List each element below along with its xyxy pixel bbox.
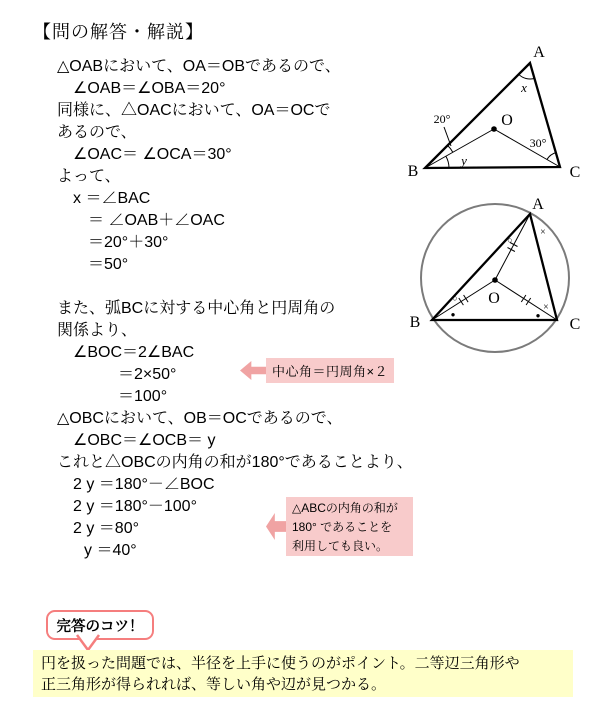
solution-line: ＝50°: [88, 256, 129, 273]
solution-line: あるので、: [57, 124, 137, 141]
vertex-label-b: B: [407, 163, 419, 180]
callout-central-angle-text: 中心角＝円周角×２: [271, 364, 389, 379]
point-o: [491, 126, 497, 132]
angle-label-y: y: [461, 153, 467, 168]
solution-line: △OABにおいて、OA＝OBであるので、: [57, 58, 341, 75]
angle-mark-dot: ●: [535, 311, 541, 320]
solution-line: ∠OAB＝∠OBA＝20°: [73, 80, 226, 97]
angle-arc-by: [446, 156, 449, 168]
center-label-o: O: [488, 290, 500, 307]
center-label-o: O: [501, 112, 513, 129]
circle-diagram: [405, 195, 590, 365]
solution-line: ＝ ∠OAB＋∠OAC: [88, 212, 225, 229]
vertex-label-b: B: [409, 314, 421, 331]
vertex-label-a: A: [533, 44, 545, 61]
angle-mark-dot: ●: [450, 310, 456, 319]
solution-line: これと△OBCの内角の和が180°であることより、: [57, 454, 413, 471]
solution-line: 関係より、: [57, 322, 138, 339]
solution-line: 同様に、△OACにおいて、OA＝OCで: [57, 102, 331, 119]
tip-heading: 完答のコツ！: [56, 618, 144, 635]
solution-line: ∠BOC＝2∠BAC: [73, 344, 195, 361]
point-o: [492, 277, 498, 283]
angle-mark-cross: ×: [540, 227, 546, 238]
callout-central-angle: [266, 358, 394, 383]
solution-line: x ＝∠BAC: [73, 190, 151, 207]
solution-line: ＝2×50°: [118, 366, 177, 383]
solution-line: ＝20°＋30°: [88, 234, 169, 251]
angle-mark-ring: ○: [507, 235, 513, 245]
angle-label-30: 30°: [529, 136, 547, 150]
callout-triangle-sum-line: 180° であることを: [292, 520, 393, 534]
angle-label-x: x: [521, 80, 527, 95]
solution-line: 2 y ＝80°: [73, 520, 139, 537]
angle-arc-c30: [547, 153, 556, 160]
tip-line: 円を扱った問題では、半径を上手に使うのがポイント。二等辺三角形や: [41, 655, 520, 672]
callout-triangle-sum: [286, 497, 413, 556]
vertex-label-a: A: [532, 196, 544, 213]
vertex-label-c: C: [569, 316, 581, 333]
label-leader-line: [444, 127, 451, 146]
angle-mark-ring: ○: [452, 293, 458, 303]
page-title: 【問の解答・解説】: [33, 22, 204, 42]
solution-line: ∠OBC＝∠OCB＝ y: [73, 432, 216, 449]
tip-line: 正三角形が得られれば、等しい角や辺が見つかる。: [41, 676, 387, 693]
angle-label-20: 20°: [433, 112, 451, 126]
angle-arc-b20: [448, 145, 453, 152]
callout-triangle-sum-line: △ABCの内角の和が: [292, 501, 398, 515]
solution-line: y ＝40°: [84, 542, 137, 559]
callout-triangle-sum-line: 利用しても良い。: [292, 539, 389, 553]
solution-line: △OBCにおいて、OB＝OCであるので、: [57, 410, 343, 427]
tip-box: [33, 650, 573, 697]
vertex-label-c: C: [569, 164, 581, 181]
triangle-diagram: [400, 35, 609, 190]
solution-line: また、弧BCに対する中心角と円周角の: [57, 300, 336, 317]
solution-line: よって、: [57, 168, 121, 185]
solution-line: 2 y ＝180°－∠BOC: [73, 476, 215, 493]
solution-line: ∠OAC＝ ∠OCA＝30°: [73, 146, 232, 163]
solution-line: ＝100°: [118, 388, 168, 405]
angle-mark-cross: ×: [543, 302, 549, 313]
solution-line: 2 y ＝180°－100°: [73, 498, 197, 515]
angle-arc-a: [519, 74, 535, 79]
solution-text: [57, 56, 413, 562]
